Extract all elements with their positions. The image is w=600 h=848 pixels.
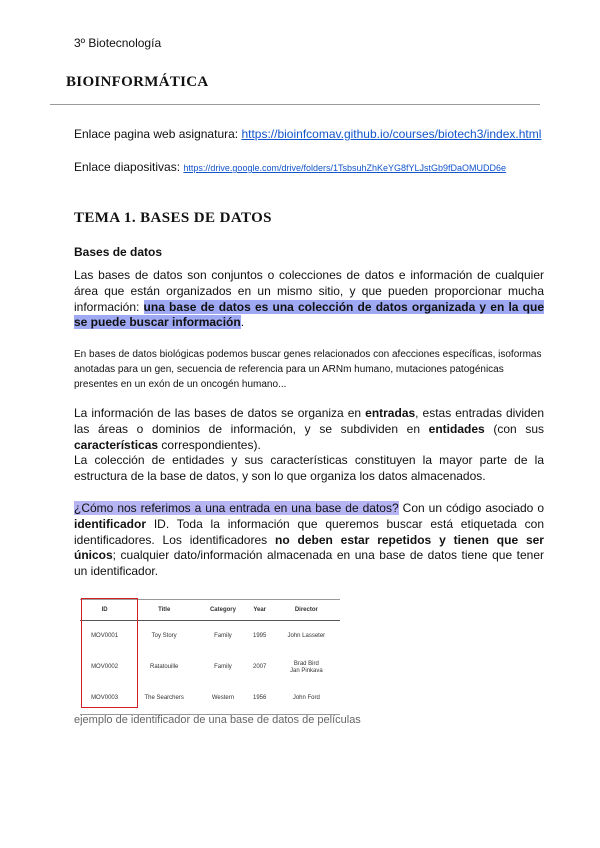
p3-caracteristicas: características [74,437,159,452]
p4-c: ID. Toda la información que queremos buscar está etiquetada con identificadores. Los identificadores [74,516,544,547]
p1-end: . [240,315,245,330]
p3-h: La colección de entidades y sus características constituyen la mayor parte de la estructura de la base de datos, y son lo que organiza los datos almacenados. [74,453,544,484]
slides-link[interactable]: https://drive.google.com/drive/folders/1TsbsuhZhKeYG8fYLJstGb9fDaOMUDD6e [183,163,507,173]
p1-text: Las bases de datos son conjuntos o colecciones de datos e información de cualquier área que están organizados en un mismo sitio, y que pueden proporcionar mucha información: [74,268,544,314]
subheading: Bases de datos [74,245,163,259]
col-header-director: Director [273,600,340,621]
cell-year: 1956 [247,683,273,715]
p4-a: Con un código asociado o [398,501,545,515]
web-link[interactable]: https://bioinfcomav.github.io/courses/biotech3/index.html [241,127,542,141]
p4-question: ¿Cómo nos referimos a una entrada en una base de datos? [74,501,399,515]
paragraph-entries [74,406,544,485]
col-header-title: Title [129,600,199,621]
p3-c: , estas entradas dividen las áreas o dominios de información, y se subdividen en [74,406,545,436]
p1-highlight: una base de datos es una colección de datos organizada y en la que se puede buscar información [74,299,544,330]
p3-entidades: entidades [428,421,485,436]
cell-year: 1995 [253,633,267,639]
p3-e: (con sus [484,421,545,436]
cell-category: Family [214,664,232,670]
col-header-id: ID [80,600,129,621]
paragraph-definition [74,268,544,331]
slides-link-label: Enlace diapositivas: [74,160,184,174]
col-header-category: Category [199,600,246,621]
cell-year: 2007 [253,664,267,670]
section-title: TEMA 1. BASES DE DATOS [74,210,272,226]
cell-director: John Ford [273,683,340,715]
figure-caption: ejemplo de identificador de una base de datos de películas [74,714,361,726]
web-link-line [74,127,541,141]
course-label: 3º Biotecnología [74,36,162,50]
slides-link-line [74,160,506,174]
col-header-year: Year [247,600,273,621]
id-column-highlight-box [81,598,138,708]
cell-title: The Searchers [129,683,199,715]
cell-id: MOV0002 [91,664,119,670]
p3-a: La información de las bases de datos se organiza en [74,406,366,420]
p4-e: ; cualquier dato/información almacenada en una base de datos tiene que tener un identificador. [74,548,544,579]
p4-identificador: identificador [74,516,147,531]
p3-entradas: entradas [365,406,416,420]
web-link-label: Enlace pagina web asignatura: [74,127,242,141]
p4-unique: no deben estar repetidos y tienen que ser únicos [74,532,544,563]
cell-director: Brad Bird Jan Pinkava [290,660,323,674]
cell-title: Toy Story [151,633,177,639]
title-divider [50,104,540,105]
page-title: BIOINFORMÁTICA [66,74,209,90]
cell-category: Western [199,683,246,715]
paragraph-identifiers [74,501,544,580]
paragraph-examples: En bases de datos biológicas podemos buscar genes relacionados con afecciones específicas, isoformas anotadas para un gen, secuencia de referencia para un ARNm humano, mutaciones patogénicas presentes en un exón de un oncogén humano... [74,349,542,390]
cell-id: MOV0001 [91,633,119,639]
cell-id: MOV0003 [80,683,129,715]
cell-category: Family [214,633,232,639]
cell-title: Ratatouille [150,664,179,670]
p3-g: correspondientes). [158,437,261,452]
cell-director: John Lasseter [287,633,326,639]
